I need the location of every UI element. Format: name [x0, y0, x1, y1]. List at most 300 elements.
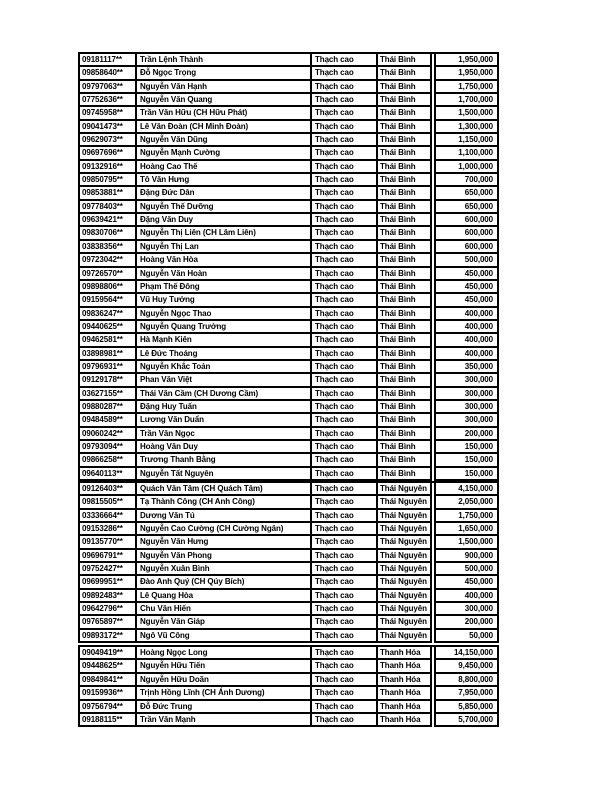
amount-cell: 400,000	[434, 334, 499, 347]
name-cell: Dương Văn Tú	[137, 510, 312, 523]
phone-cell: 09726570**	[80, 268, 137, 281]
product-cell: Thạch cao	[312, 510, 378, 523]
province-cell: Thái Nguyên	[378, 510, 432, 523]
amount-cell: 2,050,000	[434, 496, 499, 509]
name-cell: Đặng Đức Dân	[137, 187, 312, 200]
name-cell: Nguyễn Thế Dưỡng	[137, 201, 312, 214]
amount-cell: 1,500,000	[434, 536, 499, 549]
table-row	[80, 674, 499, 687]
province-cell: Thái Bình	[378, 201, 432, 214]
amount-cell: 650,000	[434, 187, 499, 200]
phone-cell: 09765897**	[80, 616, 137, 629]
name-cell: Đỗ Đức Trung	[137, 701, 312, 714]
province-table-thai-binh	[78, 52, 499, 481]
phone-cell: 09640113**	[80, 468, 137, 481]
phone-cell: 09756794**	[80, 701, 137, 714]
name-cell: Lê Đức Thoáng	[137, 348, 312, 361]
table-row	[80, 563, 499, 576]
table-row	[80, 687, 499, 700]
table-row	[80, 603, 499, 616]
province-cell: Thái Bình	[378, 281, 432, 294]
amount-cell: 150,000	[434, 441, 499, 454]
amount-cell: 50,000	[434, 630, 499, 643]
phone-cell: 09853881**	[80, 187, 137, 200]
phone-cell: 03336664**	[80, 510, 137, 523]
table-row	[80, 81, 499, 94]
amount-cell: 300,000	[434, 401, 499, 414]
phone-cell: 09793094**	[80, 441, 137, 454]
province-cell: Thái Nguyên	[378, 576, 432, 589]
product-cell: Thạch cao	[312, 687, 378, 700]
province-cell: Thái Bình	[378, 414, 432, 427]
province-cell: Thái Bình	[378, 468, 432, 481]
table-row	[80, 334, 499, 347]
table-row	[80, 67, 499, 80]
province-cell: Thái Bình	[378, 147, 432, 160]
province-cell: Thái Bình	[378, 388, 432, 401]
table-row	[80, 134, 499, 147]
table-row	[80, 590, 499, 603]
province-cell: Thái Nguyên	[378, 590, 432, 603]
amount-cell: 400,000	[434, 321, 499, 334]
phone-cell: 09462581**	[80, 334, 137, 347]
amount-cell: 600,000	[434, 241, 499, 254]
province-cell: Thái Bình	[378, 227, 432, 240]
amount-cell: 400,000	[434, 590, 499, 603]
product-cell: Thạch cao	[312, 281, 378, 294]
table-row	[80, 54, 499, 67]
name-cell: Vũ Huy Tưởng	[137, 294, 312, 307]
table-row	[80, 630, 499, 643]
name-cell: Nguyễn Thị Lan	[137, 241, 312, 254]
amount-cell: 14,150,000	[434, 647, 499, 660]
name-cell: Nguyễn Quang Trưởng	[137, 321, 312, 334]
product-cell: Thạch cao	[312, 674, 378, 687]
table-row	[80, 308, 499, 321]
province-cell: Thái Bình	[378, 361, 432, 374]
product-cell: Thạch cao	[312, 214, 378, 227]
phone-cell: 09629073**	[80, 134, 137, 147]
product-cell: Thạch cao	[312, 268, 378, 281]
table-row	[80, 388, 499, 401]
amount-cell: 900,000	[434, 550, 499, 563]
product-cell: Thạch cao	[312, 81, 378, 94]
amount-cell: 300,000	[434, 374, 499, 387]
province-cell: Thái Nguyên	[378, 563, 432, 576]
table-row	[80, 523, 499, 536]
name-cell: Tạ Thành Công (CH Anh Công)	[137, 496, 312, 509]
province-cell: Thái Nguyên	[378, 630, 432, 643]
phone-cell: 09181117**	[80, 54, 137, 67]
amount-cell: 1,700,000	[434, 94, 499, 107]
phone-cell: 09892483**	[80, 590, 137, 603]
phone-cell: 09858640**	[80, 67, 137, 80]
product-cell: Thạch cao	[312, 241, 378, 254]
table-row	[80, 536, 499, 549]
amount-cell: 4,150,000	[434, 483, 499, 496]
amount-cell: 650,000	[434, 201, 499, 214]
product-cell: Thạch cao	[312, 121, 378, 134]
name-cell: Tô Văn Hưng	[137, 174, 312, 187]
name-cell: Quách Văn Tâm (CH Quách Tâm)	[137, 483, 312, 496]
table-row	[80, 414, 499, 427]
phone-cell: 09697696**	[80, 147, 137, 160]
phone-cell: 09880287**	[80, 401, 137, 414]
name-cell: Lê Quang Hòa	[137, 590, 312, 603]
name-cell: Nguyễn Văn Hoàn	[137, 268, 312, 281]
table-row	[80, 374, 499, 387]
phone-cell: 09159936**	[80, 687, 137, 700]
product-cell: Thạch cao	[312, 550, 378, 563]
phone-cell: 09898806**	[80, 281, 137, 294]
amount-cell: 1,300,000	[434, 121, 499, 134]
product-cell: Thạch cao	[312, 107, 378, 120]
province-cell: Thái Bình	[378, 187, 432, 200]
table-row	[80, 174, 499, 187]
name-cell: Nguyễn Xuân Bình	[137, 563, 312, 576]
product-cell: Thạch cao	[312, 496, 378, 509]
amount-cell: 150,000	[434, 468, 499, 481]
province-cell: Thái Bình	[378, 121, 432, 134]
province-cell: Thái Bình	[378, 67, 432, 80]
name-cell: Lương Văn Duẩn	[137, 414, 312, 427]
product-cell: Thạch cao	[312, 294, 378, 307]
product-cell: Thạch cao	[312, 414, 378, 427]
table-row	[80, 321, 499, 334]
product-cell: Thạch cao	[312, 401, 378, 414]
product-cell: Thạch cao	[312, 630, 378, 643]
phone-cell: 09188115**	[80, 714, 137, 727]
name-cell: Đào Anh Quý (CH Qúy Bích)	[137, 576, 312, 589]
province-cell: Thái Bình	[378, 268, 432, 281]
table-row	[80, 468, 499, 481]
name-cell: Thái Văn Cầm (CH Dương Cầm)	[137, 388, 312, 401]
table-row	[80, 161, 499, 174]
product-cell: Thạch cao	[312, 647, 378, 660]
phone-cell: 09723042**	[80, 254, 137, 267]
name-cell: Nguyễn Ngọc Thao	[137, 308, 312, 321]
product-cell: Thạch cao	[312, 714, 378, 727]
product-cell: Thạch cao	[312, 174, 378, 187]
name-cell: Nguyễn Văn Dũng	[137, 134, 312, 147]
product-cell: Thạch cao	[312, 388, 378, 401]
phone-cell: 03627155**	[80, 388, 137, 401]
province-cell: Thái Bình	[378, 241, 432, 254]
product-cell: Thạch cao	[312, 701, 378, 714]
province-cell: Thái Bình	[378, 321, 432, 334]
province-cell: Thái Bình	[378, 308, 432, 321]
table-row	[80, 268, 499, 281]
name-cell: Hoàng Cao Thế	[137, 161, 312, 174]
product-cell: Thạch cao	[312, 660, 378, 673]
amount-cell: 300,000	[434, 388, 499, 401]
phone-cell: 09866258**	[80, 454, 137, 467]
province-cell: Thái Bình	[378, 348, 432, 361]
product-cell: Thạch cao	[312, 576, 378, 589]
table-row	[80, 550, 499, 563]
name-cell: Nguyễn Mạnh Cường	[137, 147, 312, 160]
table-row	[80, 107, 499, 120]
amount-cell: 600,000	[434, 227, 499, 240]
phone-cell: 09850795**	[80, 174, 137, 187]
table-row	[80, 616, 499, 629]
amount-cell: 7,950,000	[434, 687, 499, 700]
product-cell: Thạch cao	[312, 334, 378, 347]
product-cell: Thạch cao	[312, 147, 378, 160]
product-cell: Thạch cao	[312, 254, 378, 267]
product-cell: Thạch cao	[312, 590, 378, 603]
name-cell: Nguyễn Văn Hạnh	[137, 81, 312, 94]
amount-cell: 1,000,000	[434, 161, 499, 174]
amount-cell: 8,800,000	[434, 674, 499, 687]
amount-cell: 200,000	[434, 616, 499, 629]
name-cell: Trương Thanh Bằng	[137, 454, 312, 467]
product-cell: Thạch cao	[312, 361, 378, 374]
product-cell: Thạch cao	[312, 161, 378, 174]
table-row	[80, 254, 499, 267]
name-cell: Nguyễn Hữu Doãn	[137, 674, 312, 687]
product-cell: Thạch cao	[312, 603, 378, 616]
amount-cell: 1,650,000	[434, 523, 499, 536]
phone-cell: 03838356**	[80, 241, 137, 254]
product-cell: Thạch cao	[312, 348, 378, 361]
product-cell: Thạch cao	[312, 536, 378, 549]
amount-cell: 450,000	[434, 576, 499, 589]
province-cell: Thái Bình	[378, 174, 432, 187]
payments-table-area	[78, 52, 498, 727]
phone-cell: 09745958**	[80, 107, 137, 120]
table-row	[80, 401, 499, 414]
province-cell: Thái Bình	[378, 374, 432, 387]
product-cell: Thạch cao	[312, 308, 378, 321]
province-cell: Thanh Hóa	[378, 647, 432, 660]
province-cell: Thái Bình	[378, 54, 432, 67]
amount-cell: 350,000	[434, 361, 499, 374]
amount-cell: 1,750,000	[434, 510, 499, 523]
table-row	[80, 428, 499, 441]
product-cell: Thạch cao	[312, 428, 378, 441]
phone-cell: 09642796**	[80, 603, 137, 616]
name-cell: Nguyễn Khắc Toản	[137, 361, 312, 374]
phone-cell: 09797063**	[80, 81, 137, 94]
phone-cell: 09440625**	[80, 321, 137, 334]
province-cell: Thái Bình	[378, 441, 432, 454]
phone-cell: 09135770**	[80, 536, 137, 549]
name-cell: Đặng Huy Tuấn	[137, 401, 312, 414]
province-cell: Thái Bình	[378, 94, 432, 107]
amount-cell: 9,450,000	[434, 660, 499, 673]
amount-cell: 1,500,000	[434, 107, 499, 120]
product-cell: Thạch cao	[312, 54, 378, 67]
name-cell: Hoàng Văn Duy	[137, 441, 312, 454]
phone-cell: 09484589**	[80, 414, 137, 427]
province-cell: Thái Bình	[378, 428, 432, 441]
name-cell: Nguyễn Văn Quang	[137, 94, 312, 107]
name-cell: Trần Lệnh Thành	[137, 54, 312, 67]
province-cell: Thái Nguyên	[378, 550, 432, 563]
amount-cell: 1,750,000	[434, 81, 499, 94]
table-row	[80, 483, 499, 496]
phone-cell: 09836247**	[80, 308, 137, 321]
table-row	[80, 227, 499, 240]
amount-cell: 5,850,000	[434, 701, 499, 714]
phone-cell: 09126403**	[80, 483, 137, 496]
table-row	[80, 361, 499, 374]
name-cell: Nguyễn Cao Cường (CH Cường Ngân)	[137, 523, 312, 536]
phone-cell: 09893172**	[80, 630, 137, 643]
name-cell: Chu Văn Hiến	[137, 603, 312, 616]
name-cell: Ngô Vũ Công	[137, 630, 312, 643]
amount-cell: 400,000	[434, 348, 499, 361]
phone-cell: 09830706**	[80, 227, 137, 240]
table-row	[80, 714, 499, 727]
amount-cell: 200,000	[434, 428, 499, 441]
name-cell: Nguyễn Văn Hưng	[137, 536, 312, 549]
province-cell: Thái Nguyên	[378, 496, 432, 509]
amount-cell: 300,000	[434, 603, 499, 616]
phone-cell: 09752427**	[80, 563, 137, 576]
amount-cell: 500,000	[434, 254, 499, 267]
name-cell: Lê Văn Đoàn (CH Minh Đoàn)	[137, 121, 312, 134]
name-cell: Phạm Thế Đông	[137, 281, 312, 294]
table-row	[80, 241, 499, 254]
province-cell: Thái Nguyên	[378, 603, 432, 616]
phone-cell: 09041473**	[80, 121, 137, 134]
table-row	[80, 294, 499, 307]
product-cell: Thạch cao	[312, 616, 378, 629]
province-cell: Thanh Hóa	[378, 660, 432, 673]
phone-cell: 09796931**	[80, 361, 137, 374]
province-cell: Thái Nguyên	[378, 616, 432, 629]
name-cell: Nguyễn Tất Nguyên	[137, 468, 312, 481]
table-row	[80, 701, 499, 714]
name-cell: Nguyễn Thị Liên (CH Lâm Liên)	[137, 227, 312, 240]
name-cell: Đỗ Ngọc Trọng	[137, 67, 312, 80]
table-row	[80, 454, 499, 467]
table-row	[80, 348, 499, 361]
product-cell: Thạch cao	[312, 134, 378, 147]
province-cell: Thái Bình	[378, 107, 432, 120]
amount-cell: 600,000	[434, 214, 499, 227]
table-row	[80, 576, 499, 589]
table-row	[80, 147, 499, 160]
name-cell: Trần Văn Mạnh	[137, 714, 312, 727]
table-row	[80, 121, 499, 134]
amount-cell: 500,000	[434, 563, 499, 576]
table-row	[80, 94, 499, 107]
amount-cell: 450,000	[434, 281, 499, 294]
province-cell: Thái Bình	[378, 161, 432, 174]
province-cell: Thanh Hóa	[378, 701, 432, 714]
phone-cell: 09699951**	[80, 576, 137, 589]
amount-cell: 150,000	[434, 454, 499, 467]
product-cell: Thạch cao	[312, 523, 378, 536]
province-table-thai-nguyen	[78, 481, 499, 643]
phone-cell: 09849841**	[80, 674, 137, 687]
province-cell: Thái Nguyên	[378, 523, 432, 536]
province-table-thanh-hoa	[78, 645, 499, 727]
table-row	[80, 441, 499, 454]
product-cell: Thạch cao	[312, 563, 378, 576]
product-cell: Thạch cao	[312, 454, 378, 467]
name-cell: Trịnh Hồng Lĩnh (CH Ánh Dương)	[137, 687, 312, 700]
province-cell: Thái Bình	[378, 81, 432, 94]
product-cell: Thạch cao	[312, 187, 378, 200]
province-cell: Thái Bình	[378, 401, 432, 414]
table-row	[80, 510, 499, 523]
province-cell: Thái Bình	[378, 214, 432, 227]
table-row	[80, 647, 499, 660]
product-cell: Thạch cao	[312, 67, 378, 80]
amount-cell: 5,700,000	[434, 714, 499, 727]
province-cell: Thái Bình	[378, 134, 432, 147]
table-row	[80, 187, 499, 200]
name-cell: Phan Văn Việt	[137, 374, 312, 387]
name-cell: Hoàng Ngọc Long	[137, 647, 312, 660]
phone-cell: 09448625**	[80, 660, 137, 673]
product-cell: Thạch cao	[312, 483, 378, 496]
table-row	[80, 201, 499, 214]
product-cell: Thạch cao	[312, 321, 378, 334]
amount-cell: 450,000	[434, 268, 499, 281]
name-cell: Hà Mạnh Kiên	[137, 334, 312, 347]
province-cell: Thái Bình	[378, 254, 432, 267]
name-cell: Nguyễn Hữu Tiến	[137, 660, 312, 673]
province-cell: Thái Bình	[378, 294, 432, 307]
amount-cell: 1,100,000	[434, 147, 499, 160]
amount-cell: 1,950,000	[434, 54, 499, 67]
amount-cell: 450,000	[434, 294, 499, 307]
province-cell: Thái Bình	[378, 334, 432, 347]
province-cell: Thanh Hóa	[378, 714, 432, 727]
product-cell: Thạch cao	[312, 468, 378, 481]
table-row	[80, 660, 499, 673]
name-cell: Nguyễn Văn Phong	[137, 550, 312, 563]
product-cell: Thạch cao	[312, 374, 378, 387]
amount-cell: 1,950,000	[434, 67, 499, 80]
phone-cell: 09639421**	[80, 214, 137, 227]
name-cell: Hoàng Văn Hòa	[137, 254, 312, 267]
name-cell: Nguyễn Văn Giáp	[137, 616, 312, 629]
phone-cell: 09815505**	[80, 496, 137, 509]
phone-cell: 07752636**	[80, 94, 137, 107]
province-cell: Thái Bình	[378, 454, 432, 467]
phone-cell: 03898981**	[80, 348, 137, 361]
province-cell: Thái Nguyên	[378, 536, 432, 549]
amount-cell: 700,000	[434, 174, 499, 187]
province-cell: Thanh Hóa	[378, 674, 432, 687]
table-row	[80, 496, 499, 509]
phone-cell: 09159564**	[80, 294, 137, 307]
name-cell: Đặng Văn Duy	[137, 214, 312, 227]
name-cell: Trần Văn Ngọc	[137, 428, 312, 441]
phone-cell: 09129178**	[80, 374, 137, 387]
product-cell: Thạch cao	[312, 441, 378, 454]
product-cell: Thạch cao	[312, 201, 378, 214]
province-cell: Thái Nguyên	[378, 483, 432, 496]
product-cell: Thạch cao	[312, 227, 378, 240]
product-cell: Thạch cao	[312, 94, 378, 107]
name-cell: Trần Văn Hữu (CH Hữu Phát)	[137, 107, 312, 120]
phone-cell: 09696791**	[80, 550, 137, 563]
phone-cell: 09153286**	[80, 523, 137, 536]
amount-cell: 1,150,000	[434, 134, 499, 147]
phone-cell: 09049419**	[80, 647, 137, 660]
amount-cell: 400,000	[434, 308, 499, 321]
table-row	[80, 281, 499, 294]
phone-cell: 09778403**	[80, 201, 137, 214]
amount-cell: 300,000	[434, 414, 499, 427]
